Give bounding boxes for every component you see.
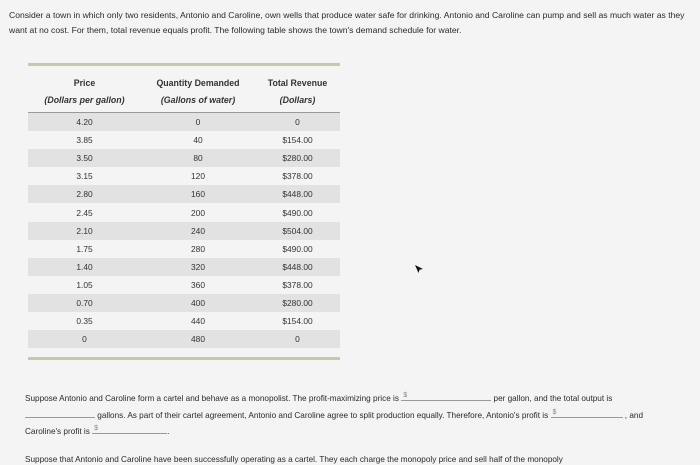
table-row [28,149,340,167]
table-bottom-rule [28,357,340,360]
table-row [28,203,340,221]
total-output-input[interactable] [25,407,95,418]
antonio-profit-input[interactable]: $ [551,407,623,418]
quantity-cell: 440 [191,316,205,327]
revenue-cell: $154.00 [282,316,313,327]
table-row [28,113,340,131]
table-row [28,258,340,276]
price-cell: 1.05 [76,279,93,290]
table-row [28,294,340,312]
quantity-cell: 360 [191,279,205,290]
price-cell: 2.80 [76,189,93,200]
table-row [28,312,340,330]
price-cell: 2.10 [76,225,93,236]
table-row [28,131,340,149]
header-quantity: Quantity Demanded (Gallons of water) [156,78,240,105]
table-header [28,66,340,113]
cartel-question: Suppose Antonio and Caroline form a cartel and behave as a monopolist. The profit-maximizing price is $ per gallon, and the total output is gallons. As part of their cartel agreement, Antonio and Caroline agree to split production equally. Therefore, Antonio's profit is $ , and Caroline's profit is $ . [25,392,643,436]
revenue-cell: 0 [295,117,300,128]
price-cell: 3.15 [76,171,93,182]
price-cell: 2.45 [76,207,93,218]
price-cell: 3.50 [76,153,93,164]
price-cell: 3.85 [76,135,93,146]
revenue-cell: $378.00 [282,279,313,290]
table-row [28,167,340,185]
revenue-cell: $280.00 [282,297,313,308]
table-row [28,185,340,203]
price-cell: 1.40 [76,261,93,272]
quantity-cell: 0 [195,117,201,128]
table-row [28,330,340,348]
caroline-profit-input[interactable]: $ [92,423,167,434]
quantity-cell: 480 [191,334,205,345]
quantity-cell: 200 [191,207,205,218]
price-cell: 4.20 [76,117,93,128]
price-cell: 1.75 [76,243,93,254]
quantity-cell: 280 [191,243,205,254]
quantity-cell: 240 [191,225,205,236]
table-row [28,276,340,294]
price-cell: 0.70 [76,297,93,308]
revenue-cell: $378.00 [282,171,313,182]
next-question-text: Suppose that Antonio and Caroline have been successfully operating as a cartel. They each charge the monopoly price and sell half of the monopoly [25,455,563,464]
revenue-cell: $490.00 [282,243,313,254]
quantity-cell: 160 [191,189,205,200]
revenue-cell: $154.00 [282,135,313,146]
revenue-cell: $490.00 [282,207,313,218]
mouse-cursor-icon [414,264,424,274]
revenue-cell: $504.00 [282,225,313,236]
table-row [28,240,340,258]
revenue-cell: $448.00 [282,189,313,200]
header-total-revenue: Total Revenue (Dollars) [267,78,328,105]
quantity-cell: 320 [191,261,205,272]
table-row [28,222,340,240]
table-body [28,113,340,348]
revenue-cell: $280.00 [282,153,313,164]
demand-schedule-table [28,63,340,360]
quantity-cell: 120 [191,171,205,182]
revenue-cell: $448.00 [282,261,313,272]
revenue-cell: 0 [295,334,300,345]
header-price: Price (Dollars per gallon) [44,78,125,105]
price-cell: 0 [82,334,87,345]
monopoly-price-input[interactable]: $ [401,390,491,401]
intro-paragraph: Consider a town in which only two residents, Antonio and Caroline, own wells that produce water safe for drinking. Antonio and Caroline can pump and sell as much water as they want at no cost. For them, total revenue equals profit. The following table shows the town's demand schedule for water. [9,10,685,35]
quantity-cell: 40 [193,135,203,146]
quantity-cell: 80 [193,153,203,164]
quantity-cell: 400 [191,297,205,308]
price-cell: 0.35 [76,316,93,327]
